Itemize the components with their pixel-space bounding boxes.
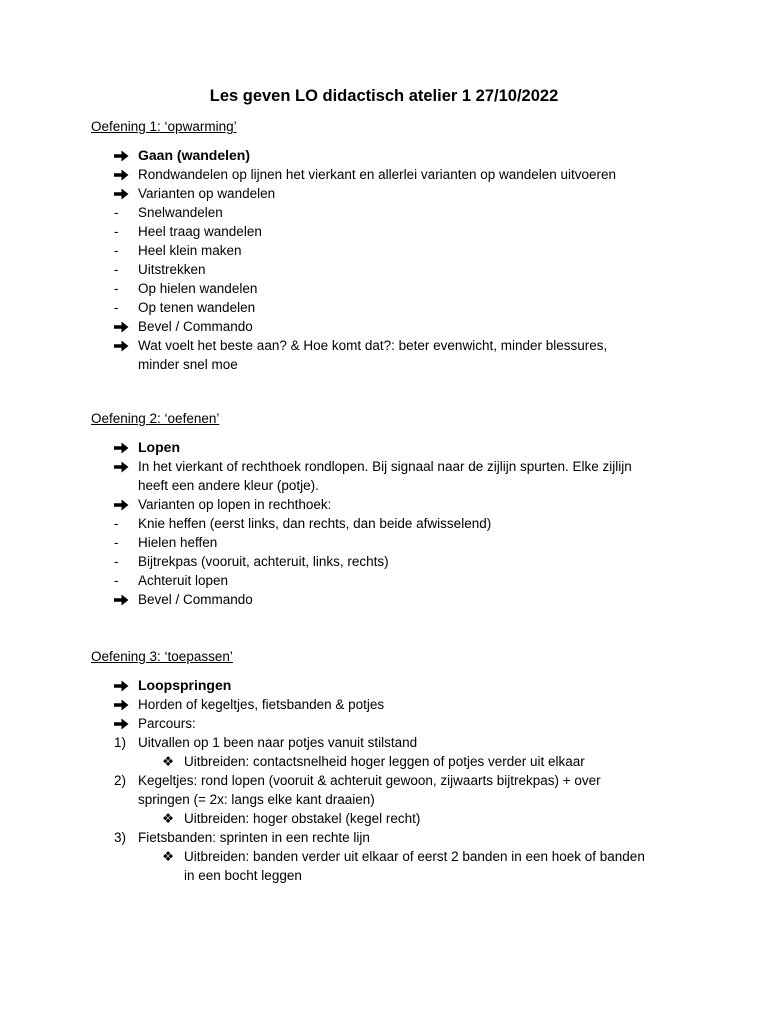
item-text: In het vierkant of rechthoek rondlopen. Bij signaal naar de zijlijn spurten. Elke zijlijn — [138, 459, 632, 474]
item-text: Lopen — [138, 439, 180, 455]
diamond-bullet-icon: ❖ — [162, 754, 175, 769]
item-text-continuation: heeft een andere kleur (potje). — [138, 478, 319, 493]
item-text: Hielen heffen — [138, 535, 218, 550]
item-text: Varianten op lopen in rechthoek: — [138, 497, 332, 512]
list-item — [114, 457, 694, 495]
list-item — [114, 260, 694, 279]
item-text: Snelwandelen — [138, 205, 223, 220]
list-item — [114, 184, 694, 203]
list-item — [114, 771, 694, 809]
list-item — [114, 533, 694, 552]
item-text: Bevel / Commando — [138, 592, 253, 607]
item-text: Achteruit lopen — [138, 573, 229, 588]
item-text: Loopspringen — [138, 677, 232, 693]
dash-bullet: - — [114, 281, 119, 296]
list-item — [114, 828, 694, 847]
list-item — [114, 146, 694, 165]
item-text: Knie heffen (eerst links, dan rechts, dan beide afwisselend) — [138, 516, 492, 531]
arrow-right-icon — [114, 495, 132, 514]
dash-bullet: - — [114, 573, 119, 588]
arrow-right-icon — [114, 165, 132, 184]
item-text: Bevel / Commando — [138, 319, 253, 334]
item-text: Varianten op wandelen — [138, 186, 276, 201]
item-text: Heel klein maken — [138, 243, 242, 258]
dash-bullet: - — [114, 535, 119, 550]
arrow-right-icon — [114, 317, 132, 336]
list-item — [114, 222, 694, 241]
item-text: Fietsbanden: sprinten in een rechte lijn — [138, 830, 370, 845]
item-text: Gaan (wandelen) — [138, 147, 251, 163]
item-text-continuation: in een bocht leggen — [184, 868, 302, 883]
item-text: Op tenen wandelen — [138, 300, 256, 315]
list-item — [114, 279, 694, 298]
dash-bullet: - — [114, 262, 119, 277]
arrow-right-icon — [114, 695, 132, 714]
number-label: 2) — [114, 773, 127, 788]
list-item — [114, 298, 694, 317]
list-item — [114, 317, 694, 336]
item-text: Parcours: — [138, 716, 196, 731]
list-item — [114, 165, 694, 184]
arrow-right-icon — [114, 438, 132, 457]
page-title: Les geven LO didactisch atelier 1 27/10/2022 — [209, 87, 559, 105]
arrow-right-icon — [114, 146, 132, 165]
section-heading: Oefening 1: ‘opwarming’ — [91, 119, 237, 134]
list-item — [114, 714, 694, 733]
item-text: Bijtrekpas (vooruit, achteruit, links, rechts) — [138, 554, 389, 569]
list-item — [114, 733, 694, 752]
arrow-right-icon — [114, 184, 132, 203]
arrow-right-icon — [114, 336, 132, 355]
section-heading: Oefening 2: ‘oefenen’ — [91, 411, 220, 426]
item-text: Kegeltjes: rond lopen (vooruit & achteruit gewoon, zijwaarts bijtrekpas) + over — [138, 773, 601, 788]
item-text: Uitstrekken — [138, 262, 206, 277]
arrow-right-icon — [114, 714, 132, 733]
item-text-continuation: minder snel moe — [138, 357, 238, 372]
dash-bullet: - — [114, 205, 119, 220]
list-item — [114, 336, 694, 374]
list-item — [114, 571, 694, 590]
item-text: Wat voelt het beste aan? & Hoe komt dat?: beter evenwicht, minder blessures, — [138, 338, 608, 353]
diamond-bullet-icon: ❖ — [162, 811, 175, 826]
list-item — [114, 809, 694, 828]
item-text: Horden of kegeltjes, fietsbanden & potjes — [138, 697, 385, 712]
item-text: Op hielen wandelen — [138, 281, 258, 296]
diamond-bullet-icon: ❖ — [162, 849, 175, 864]
list-item — [114, 676, 694, 695]
item-text: Heel traag wandelen — [138, 224, 262, 239]
arrow-right-icon — [114, 590, 132, 609]
item-text: Uitbreiden: contactsnelheid hoger leggen of potjes verder uit elkaar — [184, 754, 585, 769]
item-text: Uitbreiden: hoger obstakel (kegel recht) — [184, 811, 421, 826]
list-item — [114, 695, 694, 714]
list-item — [114, 590, 694, 609]
list-item — [114, 241, 694, 260]
list-item — [114, 514, 694, 533]
dash-bullet: - — [114, 516, 119, 531]
dash-bullet: - — [114, 300, 119, 315]
list-item — [114, 847, 694, 885]
list-item — [114, 495, 694, 514]
list-item — [114, 438, 694, 457]
list-item — [114, 752, 694, 771]
item-text-continuation: springen (= 2x: langs elke kant draaien) — [138, 792, 375, 807]
list-item — [114, 203, 694, 222]
arrow-right-icon — [114, 676, 132, 695]
dash-bullet: - — [114, 243, 119, 258]
item-text: Rondwandelen op lijnen het vierkant en allerlei varianten op wandelen uitvoeren — [138, 167, 617, 182]
number-label: 3) — [114, 830, 127, 845]
item-text: Uitbreiden: banden verder uit elkaar of eerst 2 banden in een hoek of banden — [184, 849, 645, 864]
section-heading: Oefening 3: ‘toepassen’ — [91, 649, 233, 664]
item-text: Uitvallen op 1 been naar potjes vanuit stilstand — [138, 735, 418, 750]
arrow-right-icon — [114, 457, 132, 476]
dash-bullet: - — [114, 224, 119, 239]
number-label: 1) — [114, 735, 127, 750]
dash-bullet: - — [114, 554, 119, 569]
list-item — [114, 552, 694, 571]
